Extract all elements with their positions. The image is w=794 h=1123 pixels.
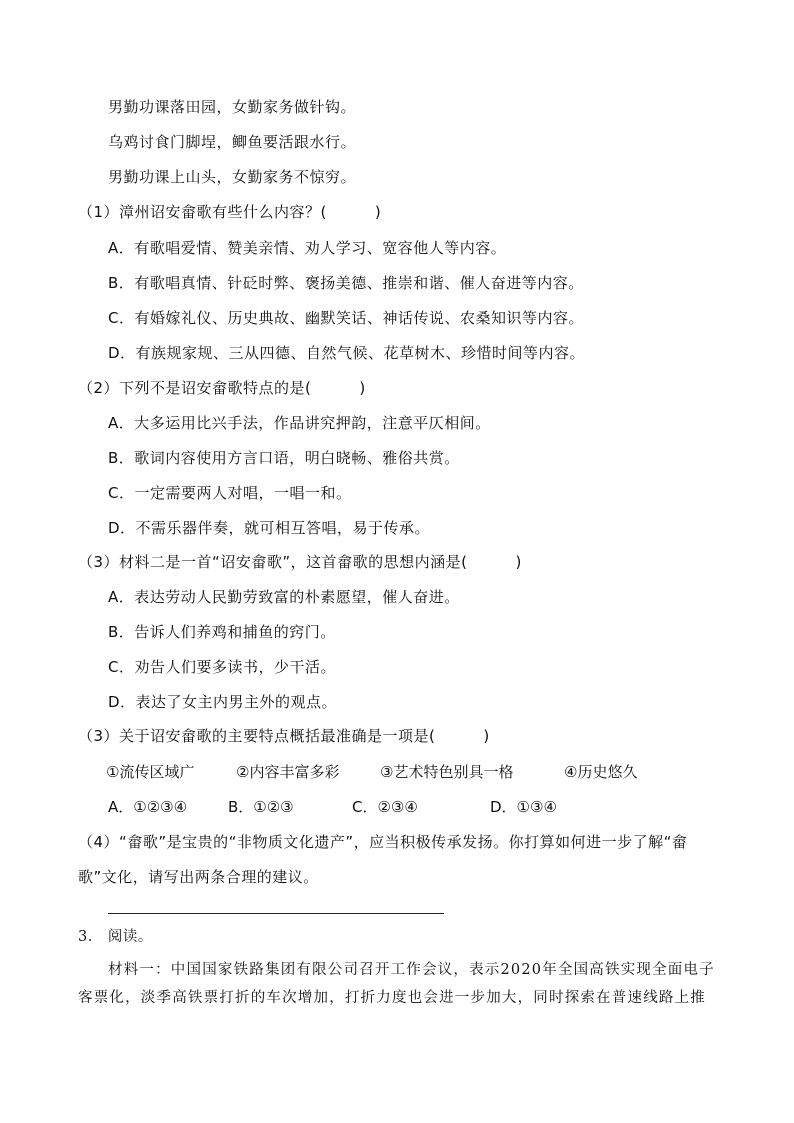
feature-item-4: ④历史悠久 (564, 763, 638, 781)
song-line-1: 男勤功课落田园，女勤家务做针钩。 (108, 98, 357, 116)
question-1-option-a: A．有歌唱爱情、赞美亲情、劝人学习、宽容他人等内容。 (108, 239, 507, 257)
question-3-option-d: D．表达了女主内男主外的观点。 (108, 693, 338, 711)
question-1-close-paren: ) (374, 203, 382, 221)
question-2-option-a: A．大多运用比兴手法，作品讲究押韵，注意平仄相间。 (108, 414, 491, 432)
question-3b-choice-b: B．①②③ (228, 798, 294, 816)
answer-blank-line[interactable] (108, 913, 444, 914)
feature-item-2: ②内容丰富多彩 (236, 763, 340, 781)
section-3-paragraph-line-1: 材料一：中国国家铁路集团有限公司召开工作会议，表示2020年全国高铁实现全面电子 (108, 962, 715, 978)
song-line-3: 男勤功课上山头，女勤家务不惊穷。 (108, 168, 357, 186)
question-3-close-paren: ) (515, 553, 522, 571)
feature-item-3: ③艺术特色别具一格 (380, 763, 514, 781)
feature-item-1: ①流传区域广 (106, 763, 195, 781)
question-3-option-b: B．告诉人们养鸡和捕鱼的窍门。 (108, 623, 336, 641)
question-2-option-d: D．不需乐器伴奏，就可相互答唱，易于传承。 (108, 519, 431, 537)
question-1-text: （1）漳州诏安畲歌有些什么内容？( (78, 203, 327, 221)
question-3-stem (78, 552, 522, 572)
question-3b-stem (78, 726, 490, 746)
question-3b-text: （3）关于诏安畲歌的主要特点概括最准确是一项是( (78, 727, 436, 745)
question-1-stem (78, 202, 381, 222)
question-4-line-1: （4）“畲歌”是宝贵的“非物质文化遗产”，应当积极传承发扬。你打算如何进一步了解“畲 (78, 833, 688, 851)
song-line-2: 乌鸡讨食门脚埕，鲫鱼要活跟水行。 (108, 133, 357, 151)
question-3-text: （3）材料二是一首“诏安畲歌”，这首畲歌的思想内涵是( (78, 553, 468, 571)
question-3-option-c: C．劝告人们要多读书，少干活。 (108, 658, 336, 676)
question-1-option-d: D．有族规家规、三从四德、自然气候、花草树木、珍惜时间等内容。 (108, 344, 586, 362)
question-3b-close-paren: ) (483, 727, 490, 745)
question-3b-choice-d: D．①③④ (490, 798, 557, 816)
question-2-close-paren: ) (359, 379, 366, 397)
question-3b-choice-c: C．②③④ (352, 798, 418, 816)
question-2-stem (78, 378, 366, 398)
question-2-option-b: B．歌词内容使用方言口语，明白晓畅、雅俗共赏。 (108, 449, 460, 467)
section-3-paragraph-line-2: 客票化，淡季高铁票打折的车次增加，打折力度也会进一步加大，同时探索在普速线路上推 (78, 990, 706, 1006)
question-2-option-c: C．一定需要两人对唱，一唱一和。 (108, 484, 352, 502)
question-1-option-c: C．有婚嫁礼仪、历史典故、幽默笑话、神话传说、农桑知识等内容。 (108, 309, 584, 327)
question-3-option-a: A．表达劳动人民勤劳致富的朴素愿望，催人奋进。 (108, 588, 460, 606)
question-1-option-b: B．有歌唱真情、针砭时弊、褒扬美德、推崇和谐、催人奋进等内容。 (108, 274, 584, 292)
question-3b-choice-a: A．①②③④ (108, 798, 188, 816)
section-3-heading: 3. 阅读。 (78, 929, 153, 945)
question-2-text: （2）下列不是诏安畲歌特点的是( (78, 379, 312, 397)
question-4-line-2: 歌”文化，请写出两条合理的建议。 (78, 868, 319, 886)
